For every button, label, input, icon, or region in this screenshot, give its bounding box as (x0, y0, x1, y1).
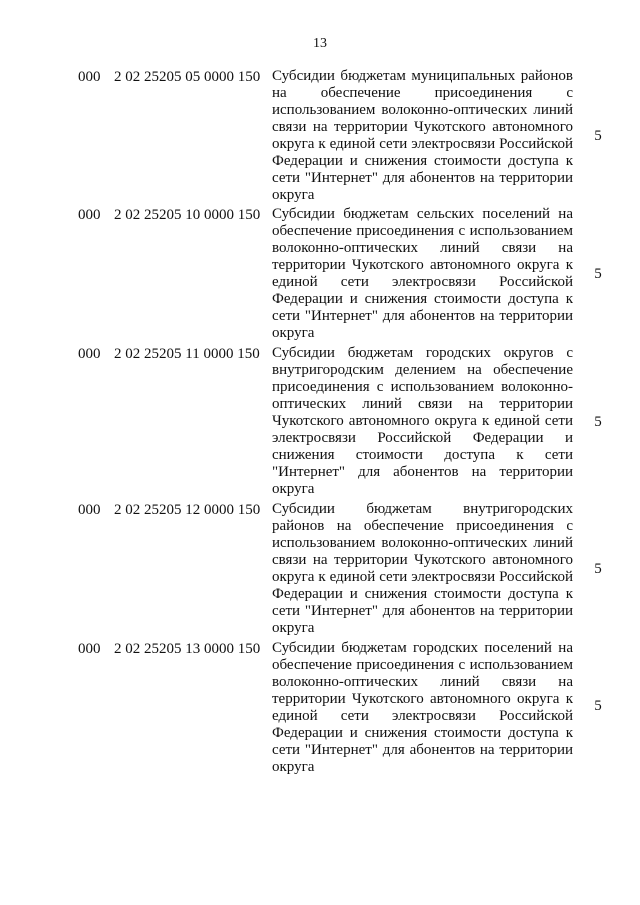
description-line: волоконно-оптических линий связи на (272, 240, 573, 256)
description-line: единой сети электросвязи Российской (272, 708, 573, 724)
description-line: Субсидии бюджетам внутригородских (272, 501, 573, 517)
norm-percent: 5 (594, 128, 602, 144)
description-line: округа к единой сети электросвязи Российской (272, 136, 573, 152)
budget-classification-code: 2 02 25205 10 0000 150 (114, 207, 261, 223)
page-number: 13 (313, 36, 327, 51)
description-line: округа (272, 481, 315, 497)
admin-code: 000 (78, 641, 101, 657)
description-line: районов на обеспечение присоединения с (272, 518, 573, 534)
description-line: Субсидии бюджетам городских поселений на (272, 640, 573, 656)
description-line: "Интернет" для абонентов на территории (272, 464, 573, 480)
description-line: Субсидии бюджетам сельских поселений на (272, 206, 573, 222)
budget-classification-code: 2 02 25205 12 0000 150 (114, 502, 261, 518)
description-line: использованием волоконно-оптических линий (272, 102, 573, 118)
description-line: Федерации и снижения стоимости доступа к (272, 725, 573, 741)
admin-code: 000 (78, 207, 101, 223)
description-line: территории Чукотского автономного округа к (272, 257, 573, 273)
description-line: внутригородским делением на обеспечение (272, 362, 573, 378)
description-line: волоконно-оптических линий связи на (272, 674, 573, 690)
revenue-description (272, 68, 573, 204)
description-line: округа к единой сети электросвязи Российской (272, 569, 573, 585)
revenue-description (272, 206, 573, 342)
description-line: сети "Интернет" для абонентов на территории (272, 308, 573, 324)
budget-classification-code: 2 02 25205 13 0000 150 (114, 641, 261, 657)
description-line: присоединения с использованием волоконно- (272, 379, 573, 395)
revenue-description (272, 501, 573, 637)
description-line: округа (272, 325, 315, 341)
description-line: Федерации и снижения стоимости доступа к (272, 153, 573, 169)
description-line: обеспечение присоединения с использованием (272, 657, 573, 673)
description-line: обеспечение присоединения с использованием (272, 223, 573, 239)
norm-percent: 5 (594, 698, 602, 714)
revenue-description (272, 640, 573, 776)
revenue-description (272, 345, 573, 498)
description-line: использованием волоконно-оптических линий (272, 535, 573, 551)
description-line: Федерации и снижения стоимости доступа к (272, 291, 573, 307)
description-line: округа (272, 620, 315, 636)
description-line: сети "Интернет" для абонентов на территории (272, 742, 573, 758)
admin-code: 000 (78, 502, 101, 518)
description-line: Субсидии бюджетам муниципальных районов (272, 68, 573, 84)
description-line: снижения стоимости доступа к сети (272, 447, 573, 463)
description-line: округа (272, 759, 315, 775)
description-line: связи на территории Чукотского автономного (272, 119, 573, 135)
description-line: Чукотского автономного округа к единой сети (272, 413, 573, 429)
admin-code: 000 (78, 346, 101, 362)
description-line: округа (272, 187, 315, 203)
budget-classification-code: 2 02 25205 05 0000 150 (114, 69, 261, 85)
description-line: Субсидии бюджетам городских округов с (272, 345, 573, 361)
description-line: Федерации и снижения стоимости доступа к (272, 586, 573, 602)
description-line: сети "Интернет" для абонентов на территории (272, 170, 573, 186)
norm-percent: 5 (594, 561, 602, 577)
description-line: сети "Интернет" для абонентов на территории (272, 603, 573, 619)
description-line: территории Чукотского автономного округа к (272, 691, 573, 707)
admin-code: 000 (78, 69, 101, 85)
norm-percent: 5 (594, 414, 602, 430)
description-line: на обеспечение присоединения с (272, 85, 573, 101)
description-line: единой сети электросвязи Российской (272, 274, 573, 290)
description-line: электросвязи Российской Федерации и (272, 430, 573, 446)
description-line: оптических линий связи на территории (272, 396, 573, 412)
budget-classification-code: 2 02 25205 11 0000 150 (114, 346, 260, 362)
norm-percent: 5 (594, 266, 602, 282)
description-line: связи на территории Чукотского автономного (272, 552, 573, 568)
